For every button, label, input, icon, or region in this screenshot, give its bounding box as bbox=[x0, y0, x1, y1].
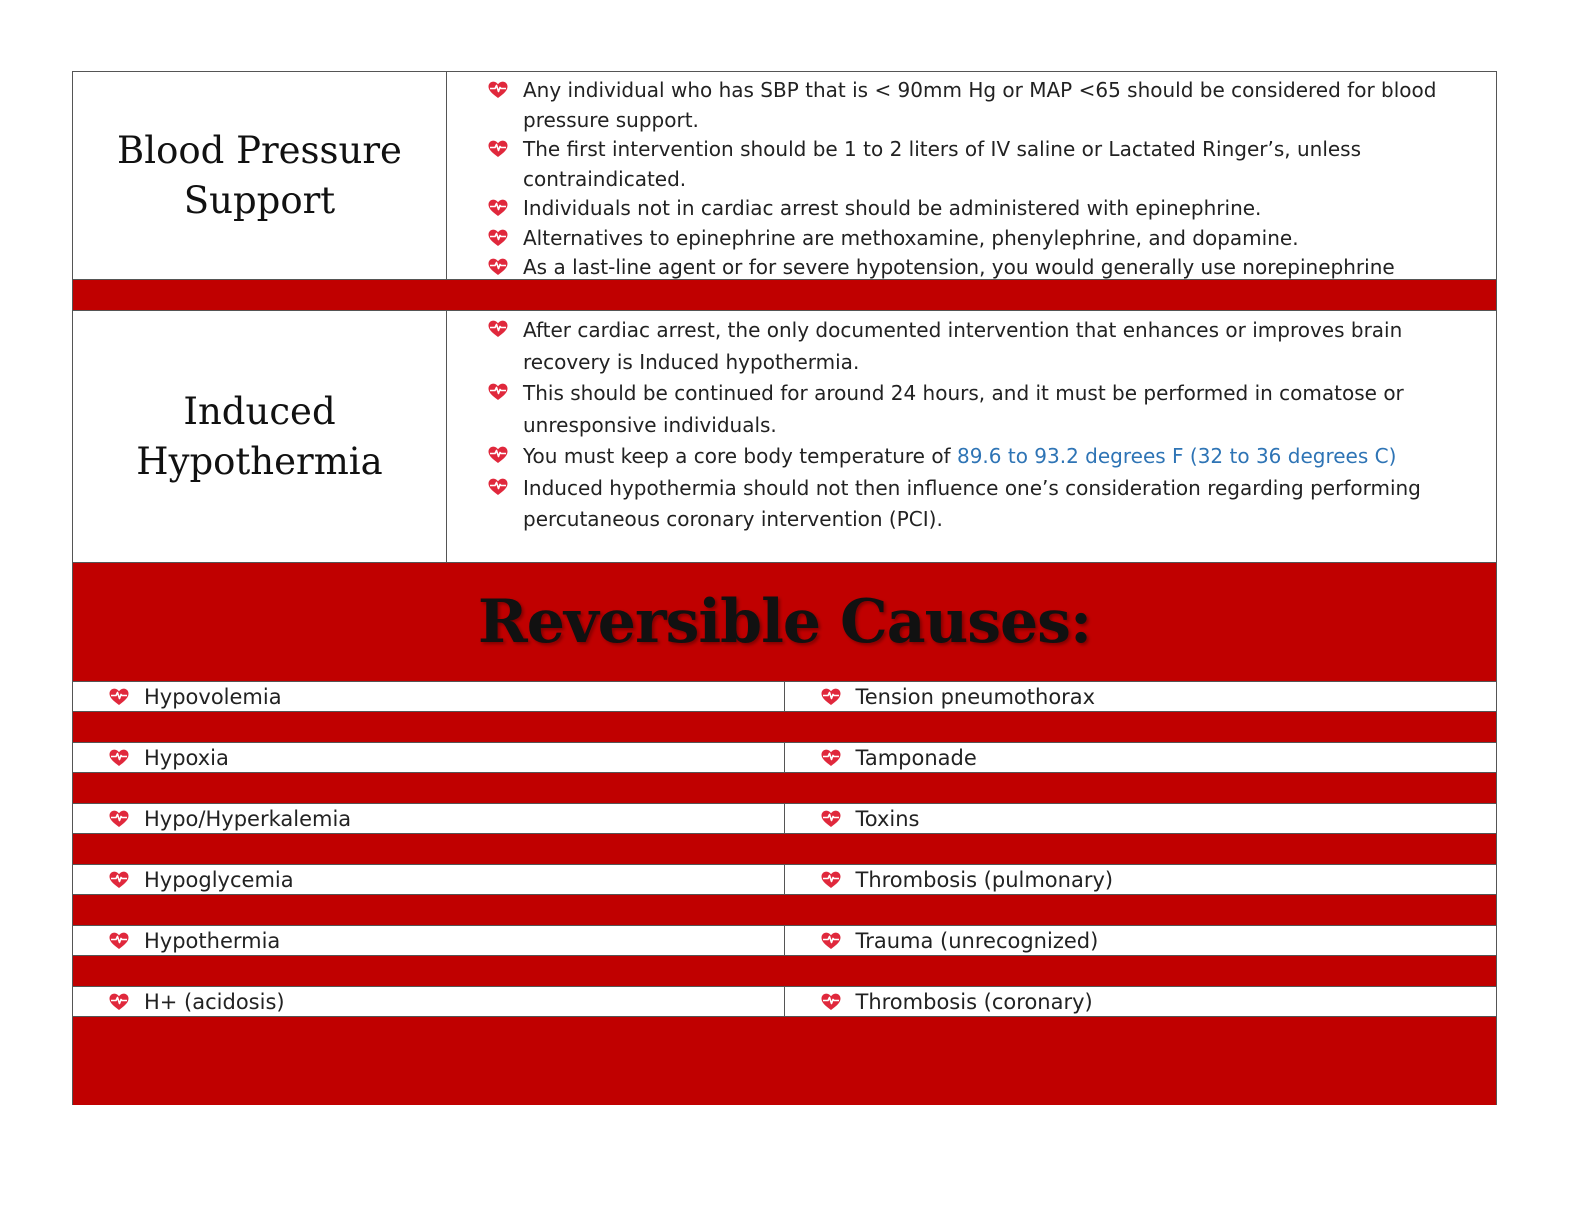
section-bullets bbox=[447, 72, 1496, 279]
section-title: Induced Hypothermia bbox=[73, 311, 447, 562]
reversible-causes-banner bbox=[73, 563, 1496, 681]
table-row bbox=[73, 681, 1496, 712]
cause-cell bbox=[785, 987, 1497, 1016]
cause-cell bbox=[785, 743, 1497, 772]
bullet-text: Individuals not in cardiac arrest should be administered with epinephrine. bbox=[523, 196, 1262, 220]
red-divider bbox=[73, 712, 1496, 742]
heart-pulse-icon bbox=[483, 441, 513, 464]
heart-pulse-icon bbox=[104, 871, 134, 889]
section-blood-pressure-support bbox=[73, 72, 1496, 280]
table-row bbox=[73, 742, 1496, 773]
bullet-item bbox=[447, 253, 1490, 283]
heart-pulse-icon bbox=[483, 224, 513, 247]
bullet-text: The first intervention should be 1 to 2 liters of IV saline or Lactated Ringer’s, unless contraindicated. bbox=[523, 137, 1362, 191]
cause-text: Trauma (unrecognized) bbox=[855, 928, 1099, 953]
table-row bbox=[73, 803, 1496, 834]
heart-pulse-icon bbox=[483, 473, 513, 496]
heart-pulse-icon bbox=[816, 932, 846, 950]
heart-pulse-icon bbox=[483, 135, 513, 158]
bullet-text: Induced hypothermia should not then influence one’s consideration regarding performing percutaneous coronary intervention (PCI). bbox=[523, 475, 1421, 531]
cause-cell bbox=[785, 865, 1497, 894]
bullet-text: Any individual who has SBP that is < 90mm Hg or MAP <65 should be considered for blood pressure support. bbox=[523, 78, 1437, 132]
section-induced-hypothermia bbox=[73, 310, 1496, 563]
bullet-text: After cardiac arrest, the only documented intervention that enhances or improves brain recovery is Induced hypothermia. bbox=[523, 318, 1403, 374]
red-divider bbox=[73, 895, 1496, 925]
cause-text: Hypo/Hyperkalemia bbox=[144, 806, 352, 831]
cause-text: Hypoxia bbox=[144, 745, 229, 770]
heart-pulse-icon bbox=[483, 315, 513, 338]
section-title: Blood Pressure Support bbox=[73, 72, 447, 279]
bullet-text-prefix: You must keep a core body temperature of bbox=[523, 444, 951, 468]
heart-pulse-icon bbox=[483, 378, 513, 401]
heart-pulse-icon bbox=[104, 749, 134, 767]
red-divider bbox=[73, 773, 1496, 803]
bullet-text: This should be continued for around 24 hours, and it must be performed in comatose or unresponsive individuals. bbox=[523, 381, 1404, 437]
red-divider bbox=[73, 956, 1496, 986]
bullet-item bbox=[447, 473, 1490, 536]
heart-pulse-icon bbox=[104, 688, 134, 706]
document-sheet bbox=[72, 71, 1497, 1105]
cause-text: Thrombosis (coronary) bbox=[855, 989, 1093, 1014]
heart-pulse-icon bbox=[816, 993, 846, 1011]
cause-cell bbox=[73, 987, 785, 1016]
cause-text: Hypoglycemia bbox=[144, 867, 294, 892]
cause-text: Hypovolemia bbox=[144, 684, 282, 709]
cause-text: Thrombosis (pulmonary) bbox=[855, 867, 1114, 892]
bullet-item bbox=[447, 378, 1490, 441]
cause-cell bbox=[73, 865, 785, 894]
cause-cell bbox=[73, 743, 785, 772]
cause-cell bbox=[73, 804, 785, 833]
heart-pulse-icon bbox=[104, 810, 134, 828]
heart-pulse-icon bbox=[816, 871, 846, 889]
table-row bbox=[73, 864, 1496, 895]
red-divider bbox=[73, 834, 1496, 864]
cause-cell bbox=[73, 682, 785, 711]
bullet-text: As a last-line agent or for severe hypotension, you would generally use norepinephrine bbox=[523, 255, 1395, 279]
table-row bbox=[73, 986, 1496, 1017]
bullet-item bbox=[447, 315, 1490, 378]
heart-pulse-icon bbox=[483, 194, 513, 217]
bullet-text bbox=[513, 441, 1490, 473]
red-divider bbox=[73, 280, 1496, 310]
section-bullets bbox=[447, 311, 1496, 562]
table-row bbox=[73, 925, 1496, 956]
heart-pulse-icon bbox=[483, 76, 513, 99]
cause-text: Tension pneumothorax bbox=[855, 684, 1096, 709]
cause-cell bbox=[785, 926, 1497, 955]
heart-pulse-icon bbox=[816, 810, 846, 828]
cause-cell bbox=[785, 804, 1497, 833]
bullet-item bbox=[447, 135, 1490, 194]
temperature-highlight: 89.6 to 93.2 degrees F (32 to 36 degrees C) bbox=[956, 444, 1397, 468]
cause-text: H+ (acidosis) bbox=[144, 989, 285, 1014]
cause-text: Hypothermia bbox=[144, 928, 281, 953]
cause-text: Tamponade bbox=[855, 745, 977, 770]
heart-pulse-icon bbox=[104, 993, 134, 1011]
heart-pulse-icon bbox=[816, 688, 846, 706]
cause-cell bbox=[785, 682, 1497, 711]
red-footer-band bbox=[73, 1017, 1496, 1105]
heart-pulse-icon bbox=[104, 932, 134, 950]
bullet-item bbox=[447, 224, 1490, 254]
reversible-causes-heading: Reversible Causes: bbox=[477, 587, 1092, 657]
bullet-item bbox=[447, 76, 1490, 135]
bullet-text: Alternatives to epinephrine are methoxamine, phenylephrine, and dopamine. bbox=[523, 225, 1299, 250]
heart-pulse-icon bbox=[483, 253, 513, 276]
cause-text: Toxins bbox=[855, 806, 920, 831]
bullet-item bbox=[447, 194, 1490, 224]
heart-pulse-icon bbox=[816, 749, 846, 767]
cause-cell bbox=[73, 926, 785, 955]
bullet-item bbox=[447, 441, 1490, 473]
